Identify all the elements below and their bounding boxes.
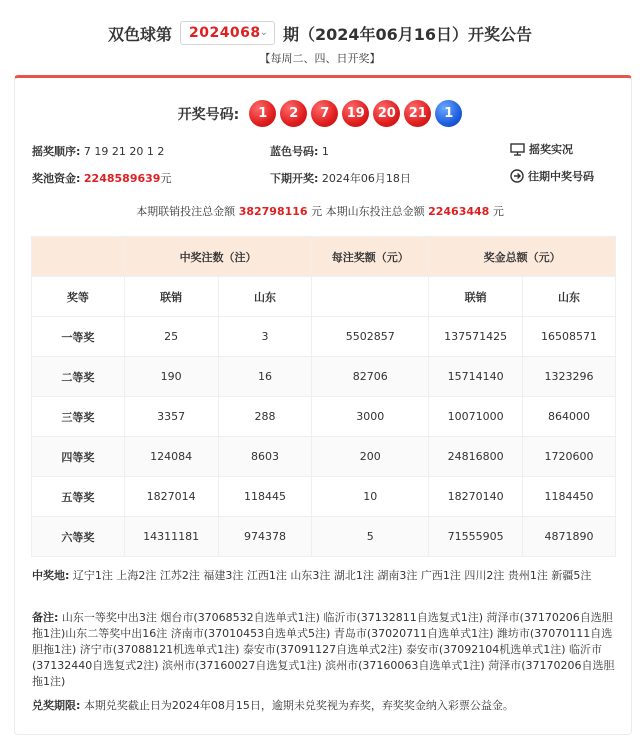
header-total: 奖金总额（元）: [429, 237, 616, 277]
per-bet-amount: 5502857: [312, 317, 429, 357]
national-total: 15714140: [429, 357, 523, 397]
header-level: 奖等: [32, 277, 125, 317]
page-header: [0, 18, 640, 48]
claim-deadline-label: 兑奖期限:: [32, 699, 81, 712]
shandong-winners: 118445: [218, 477, 312, 517]
claim-deadline-text: 本期兑奖截止日为2024年08月15日，逾期未兑奖视为弃奖，弃奖奖金纳入彩票公益金。: [80, 699, 514, 712]
national-sales-label: 本期联销投注总金额: [136, 205, 236, 218]
national-winners: 25: [124, 317, 218, 357]
next-draw-value: 2024年06月18日: [321, 172, 411, 185]
next-draw: [270, 170, 411, 186]
blue-ball: 1: [435, 100, 462, 127]
shandong-total: 1323296: [523, 357, 616, 397]
blue-number-label: 蓝色号码:: [270, 145, 319, 158]
header-winners: 中奖注数（注）: [124, 237, 312, 277]
header-blank: [32, 237, 125, 277]
national-total: 10071000: [429, 397, 523, 437]
national-sales-unit: 元: [311, 205, 323, 218]
table-row: [32, 317, 616, 357]
prize-pool-label: 奖池资金:: [32, 172, 81, 185]
red-ball: 7: [311, 100, 338, 127]
prize-pool: [32, 170, 171, 186]
winning-regions-text: 辽宁1注 上海2注 江苏2注 福建3注 江西1注 山东3注 湖北1注 湖南3注 广西1注 四川2注 贵州1注 新疆5注: [69, 569, 592, 582]
claim-deadline: [32, 698, 617, 714]
table-row: [32, 517, 616, 557]
title-suffix: 期（2024年06月16日）开奖公告: [282, 24, 533, 44]
prize-level: 六等奖: [32, 517, 125, 557]
header-national: 联销: [124, 277, 218, 317]
per-bet-amount: 3000: [312, 397, 429, 437]
issue-value: 2024068: [188, 25, 261, 41]
prize-pool-value: 2248589639: [83, 172, 161, 185]
winning-numbers: [0, 100, 640, 127]
national-total: 71555905: [429, 517, 523, 557]
shandong-total: 864000: [523, 397, 616, 437]
notes-label: 备注:: [32, 611, 59, 624]
prize-table: [31, 236, 616, 557]
shandong-total: 16508571: [523, 317, 616, 357]
draw-schedule: 【每周二、四、日开奖】: [259, 52, 381, 65]
national-winners: 3357: [124, 397, 218, 437]
red-ball: 21: [404, 100, 431, 127]
draw-order-value: 7 19 21 20 1 2: [83, 145, 165, 158]
live-draw-link[interactable]: [510, 141, 573, 157]
national-sales-value: 382798116: [238, 205, 308, 218]
national-winners: 190: [124, 357, 218, 397]
winning-regions-label: 中奖地:: [32, 569, 70, 582]
arrow-circle-icon: [510, 169, 524, 183]
shandong-winners: 3: [218, 317, 312, 357]
shandong-winners: 288: [218, 397, 312, 437]
per-bet-amount: 200: [312, 437, 429, 477]
table-row: [32, 477, 616, 517]
shandong-total: 1184450: [523, 477, 616, 517]
notes: [32, 610, 617, 690]
winning-regions: [32, 568, 617, 584]
blue-number-value: 1: [321, 145, 329, 158]
sales-summary: [0, 203, 640, 219]
shandong-sales-label: 本期山东投注总金额: [325, 205, 425, 218]
history-numbers-label: 往期中奖号码: [528, 170, 594, 183]
prize-level: 四等奖: [32, 437, 125, 477]
shandong-winners: 16: [218, 357, 312, 397]
prize-level: 三等奖: [32, 397, 125, 437]
national-winners: 1827014: [124, 477, 218, 517]
red-ball: 1: [249, 100, 276, 127]
winning-numbers-label: 开奖号码:: [177, 106, 240, 123]
per-bet-amount: 5: [312, 517, 429, 557]
next-draw-label: 下期开奖:: [270, 172, 319, 185]
prize-level: 二等奖: [32, 357, 125, 397]
header-total-national: 联销: [429, 277, 523, 317]
header-per-bet-blank: [312, 277, 429, 317]
header-per-bet: 每注奖额（元）: [312, 237, 429, 277]
shandong-winners: 974378: [218, 517, 312, 557]
header-shandong: 山东: [218, 277, 312, 317]
chevron-down-icon: ⌄: [259, 27, 268, 38]
header-total-shandong: 山东: [523, 277, 616, 317]
per-bet-amount: 10: [312, 477, 429, 517]
table-row: [32, 357, 616, 397]
notes-text: 山东一等奖中出3注 烟台市(37068532自选单式1注) 临沂市(37132811自选复式1注) 菏泽市(37170206自选胆拖1注)山东二等奖中出16注 济南市(37010453自选单式5注) 青岛市(37020711自选单式1注) 潍坊市(37070111自选胆拖1注) 济宁市(37088121机选单式1注) 泰安市(37091127自选单式2注) 泰安市(37092104机选单式1注) 临沂市(37132440自选复式2注) 滨州市(37160027自选复式1注) 滨州市(37160063自选单式1注) 菏泽市(37170206自选胆拖1注): [32, 611, 615, 688]
red-ball: 20: [373, 100, 400, 127]
history-numbers-link[interactable]: [510, 168, 594, 184]
per-bet-amount: 82706: [312, 357, 429, 397]
red-ball: 2: [280, 100, 307, 127]
draw-order: [32, 143, 164, 159]
live-draw-label: 摇奖实况: [529, 143, 573, 156]
table-row: [32, 437, 616, 477]
shandong-sales-value: 22463448: [428, 205, 490, 218]
shandong-winners: 8603: [218, 437, 312, 477]
prize-pool-unit: 元: [160, 172, 172, 185]
national-winners: 124084: [124, 437, 218, 477]
draw-order-label: 摇奖顺序:: [32, 145, 81, 158]
national-total: 24816800: [429, 437, 523, 477]
shandong-sales-unit: 元: [492, 205, 504, 218]
national-total: 18270140: [429, 477, 523, 517]
title-prefix: 双色球第: [107, 24, 172, 44]
shandong-total: 1720600: [523, 437, 616, 477]
national-total: 137571425: [429, 317, 523, 357]
prize-level: 五等奖: [32, 477, 125, 517]
prize-level: 一等奖: [32, 317, 125, 357]
national-winners: 14311181: [124, 517, 218, 557]
issue-select[interactable]: [180, 21, 275, 45]
table-row: [32, 397, 616, 437]
red-ball: 19: [342, 100, 369, 127]
shandong-total: 4871890: [523, 517, 616, 557]
blue-number: [270, 143, 329, 159]
monitor-icon: [510, 143, 525, 156]
